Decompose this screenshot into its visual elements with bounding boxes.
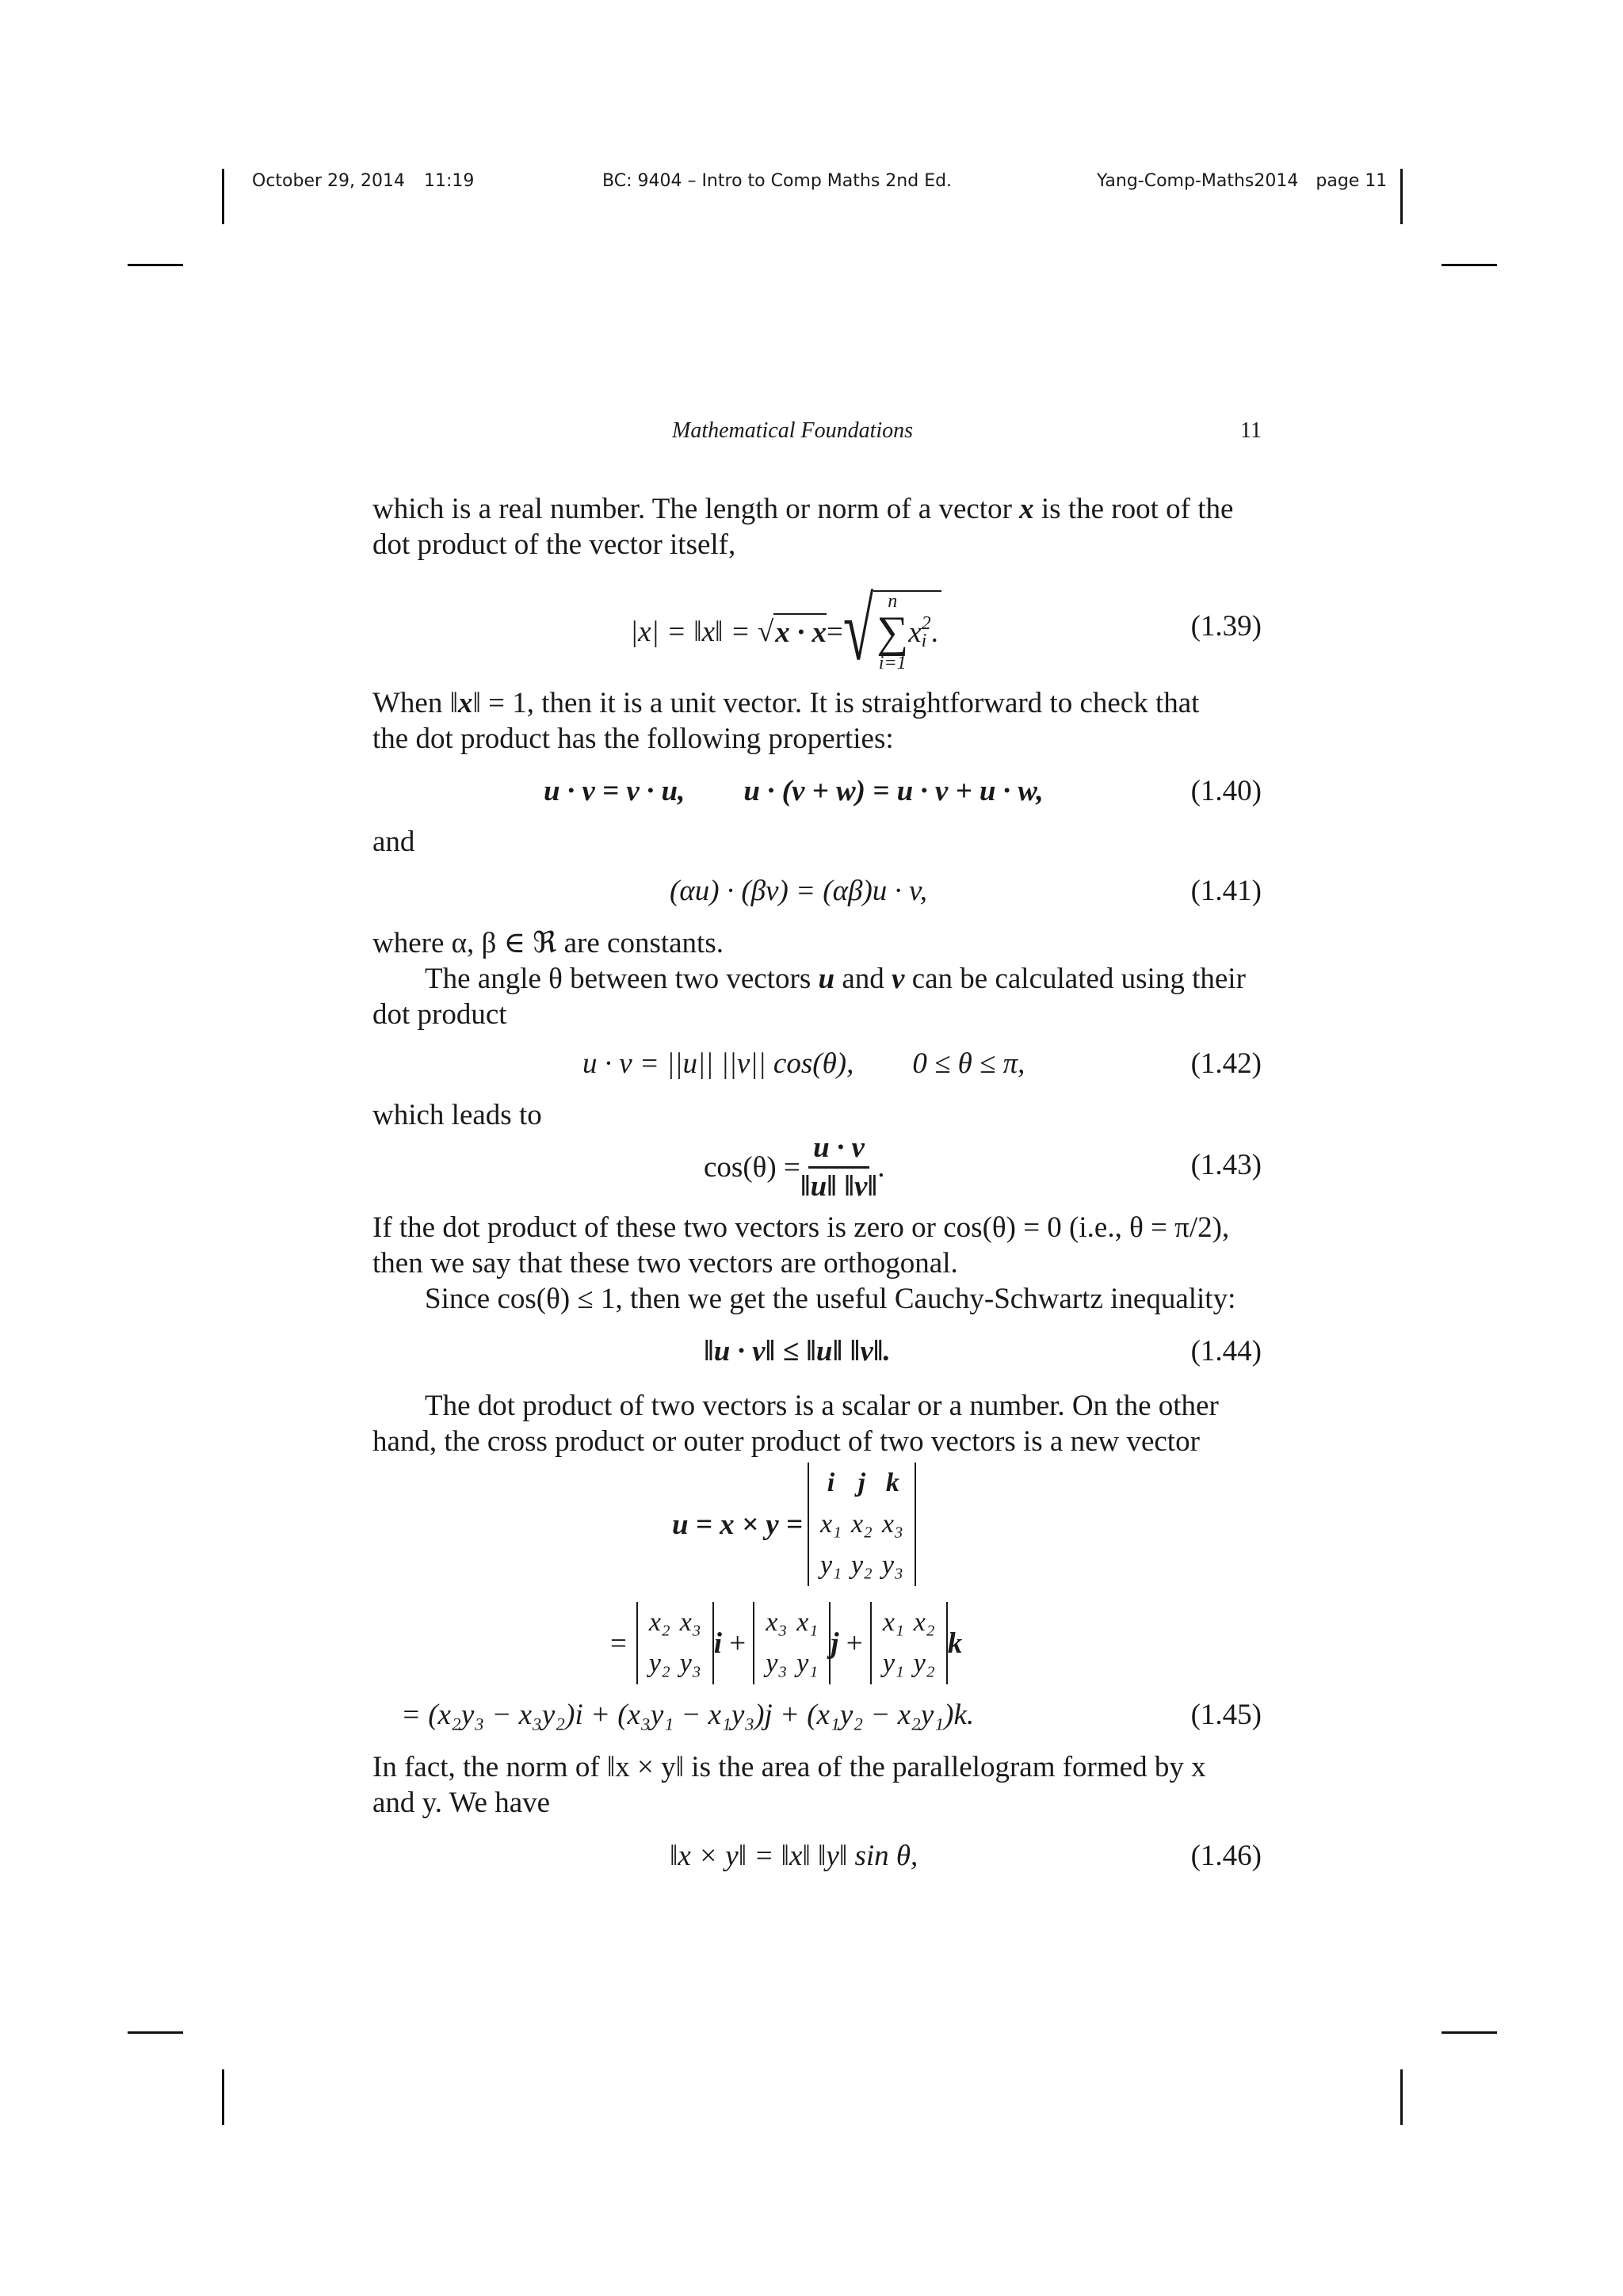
paragraph-line: and y. We have — [372, 1787, 551, 1819]
paragraph-line — [372, 685, 1199, 721]
numerator: u · v — [808, 1131, 869, 1169]
det-cell: j — [857, 1468, 866, 1497]
equation-number: (1.44) — [1190, 1335, 1262, 1367]
unit-vector-k: k — [947, 1627, 963, 1660]
eq-end: . — [930, 616, 938, 649]
text-span: and — [834, 963, 892, 995]
det-cell: y₂ — [648, 1649, 670, 1678]
text-span: can be calculated using their — [904, 963, 1246, 995]
text-span: ‖ = 1, then it is a unit vector. It is straightforward to check that — [472, 687, 1200, 719]
det-cell: x₃ — [679, 1608, 701, 1637]
crop-mark-bottom-right-horizontal — [1442, 2031, 1497, 2034]
radical-content — [873, 590, 941, 673]
eq-end: . — [877, 1151, 885, 1184]
equation-number: (1.45) — [1190, 1699, 1262, 1731]
equation-1-45-line1 — [672, 1463, 916, 1586]
paragraph-line: dot product — [372, 998, 507, 1031]
chapter-title: Mathematical Foundations — [672, 418, 914, 443]
header-file: Yang-Comp-Maths2014 — [1097, 171, 1299, 191]
equation-number: (1.41) — [1190, 875, 1262, 907]
det-cell: x₂ — [850, 1509, 873, 1539]
equation-number: (1.43) — [1190, 1149, 1262, 1181]
equation-number: (1.39) — [1190, 610, 1262, 643]
det-cell: y₂ — [913, 1649, 935, 1678]
paragraph-line: In fact, the norm of ‖x × y‖ is the area of the parallelogram formed by x — [372, 1751, 1206, 1783]
det-cell: y₃ — [881, 1550, 903, 1580]
paragraph-line: If the dot product of these two vectors is zero or cos(θ) = 0 (i.e., θ = π/2), — [372, 1211, 1230, 1244]
sum-lower: i=1 — [878, 653, 907, 673]
header-time: 11:19 — [424, 171, 475, 191]
det-cell: y₁ — [796, 1649, 819, 1678]
equation-1-40: u · v = v · u, u · (v + w) = u · v + u · w, — [544, 775, 1044, 807]
term-sub: i — [921, 631, 927, 651]
equation-1-43 — [704, 1131, 884, 1203]
sum-term: x — [908, 616, 922, 649]
sum-upper: n — [888, 591, 898, 612]
det-cell: x₂ — [913, 1608, 935, 1637]
determinant-k — [870, 1602, 948, 1684]
equation-1-44: ‖u · v‖ ≤ ‖u‖ ‖v‖. — [704, 1335, 891, 1367]
determinant-j — [753, 1602, 831, 1684]
det-cell: x₁ — [882, 1608, 904, 1637]
paragraph-line: dot product of the vector itself, — [372, 528, 736, 561]
term-sup: 2 — [921, 613, 931, 634]
running-header-date — [252, 171, 474, 191]
paragraph-line: the dot product has the following properties: — [372, 723, 894, 755]
equation-number: (1.46) — [1190, 1840, 1262, 1872]
det-cell: y₃ — [679, 1649, 701, 1678]
eq-equals: = — [610, 1627, 627, 1660]
equation-number: (1.40) — [1190, 775, 1262, 807]
eq-lhs: cos(θ) = — [704, 1151, 800, 1184]
equation-1-45-line3: = (x₂y₃ − x₃y₂)i + (x₃y₁ − x₁y₃)j + (x₁y₂ − x₂y₁)k. — [401, 1699, 975, 1731]
math-var: x — [1019, 493, 1034, 525]
eq-equals: = — [826, 615, 843, 648]
unit-vector-i: i — [713, 1627, 722, 1660]
paragraph-line: which leads to — [372, 1099, 542, 1131]
paragraph-line: and — [372, 826, 415, 858]
det-cell: y₁ — [882, 1649, 904, 1678]
equation-1-41: (αu) · (βv) = (αβ)u · v, — [670, 875, 927, 907]
summation — [876, 592, 908, 673]
paragraph-line — [372, 961, 1246, 997]
paragraph-line: then we say that these two vectors are orthogonal. — [372, 1247, 958, 1280]
paragraph-line — [372, 491, 1233, 527]
crop-mark-top-right-vertical — [1400, 169, 1403, 224]
math-var: u — [818, 963, 835, 995]
equation-1-42: u · v = ||u|| ||v|| cos(θ), 0 ≤ θ ≤ π, — [582, 1047, 1025, 1080]
determinant-3x3 — [808, 1463, 916, 1586]
det-cell: x₁ — [820, 1509, 842, 1539]
det-cell: y₃ — [766, 1649, 788, 1678]
plus-sign: + — [838, 1627, 870, 1660]
paragraph-line: The dot product of two vectors is a scalar or a number. On the other — [425, 1390, 1219, 1422]
crop-mark-top-right-horizontal — [1442, 264, 1497, 266]
eq-lhs: |x| = ‖x‖ = √ — [630, 615, 774, 648]
unit-vector-j: j — [831, 1627, 839, 1660]
det-cell: i — [827, 1468, 835, 1497]
equation-number: (1.42) — [1190, 1047, 1262, 1080]
header-date: October 29, 2014 — [252, 171, 406, 191]
crop-mark-top-left-vertical — [222, 169, 224, 224]
crop-mark-bottom-right-vertical — [1400, 2069, 1403, 2125]
text-span: The angle θ between two vectors — [425, 963, 819, 995]
page-number: 11 — [1240, 418, 1262, 443]
paragraph-line: where α, β ∈ ℜ are constants. — [372, 927, 724, 959]
determinant-i — [636, 1602, 714, 1684]
plus-sign: + — [722, 1627, 754, 1660]
crop-mark-bottom-left-horizontal — [128, 2031, 183, 2034]
denominator: ‖u‖ ‖v‖ — [800, 1170, 878, 1203]
paragraph-line: Since cos(θ) ≤ 1, then we get the useful Cauchy-Schwartz inequality: — [425, 1283, 1236, 1315]
running-header-book: BC: 9404 – Intro to Comp Maths 2nd Ed. — [602, 171, 953, 191]
radical-sign: √ — [842, 582, 874, 680]
det-cell: k — [885, 1468, 899, 1497]
crop-mark-top-left-horizontal — [128, 264, 183, 266]
paragraph-line: hand, the cross product or outer product of two vectors is a new vector — [372, 1425, 1200, 1458]
fraction — [800, 1131, 877, 1203]
text-span: is the root of the — [1033, 493, 1234, 525]
equation-1-46: ‖x × y‖ = ‖x‖ ‖y‖ sin θ, — [670, 1840, 918, 1872]
equation-1-39 — [630, 582, 941, 680]
sum-symbol: ∑ — [876, 608, 909, 657]
crop-mark-bottom-left-vertical — [222, 2069, 224, 2125]
det-cell: y₂ — [850, 1550, 873, 1580]
equation-1-45-line2 — [610, 1602, 962, 1684]
text-span: When ‖ — [372, 687, 458, 719]
det-cell: x₁ — [796, 1608, 819, 1637]
eq-lhs: u = x × y = — [672, 1508, 804, 1541]
det-cell: x₂ — [648, 1608, 670, 1637]
math-var: x — [457, 687, 473, 719]
det-cell: x₃ — [766, 1608, 788, 1637]
det-cell: y₁ — [820, 1550, 842, 1580]
header-page-label: page 11 — [1316, 171, 1388, 191]
running-header-file — [1097, 171, 1387, 191]
eq-radicand: x · x — [773, 613, 827, 650]
text-span: which is a real number. The length or norm of a vector — [372, 493, 1020, 525]
det-cell: x₃ — [881, 1509, 903, 1539]
math-var: v — [892, 963, 905, 995]
